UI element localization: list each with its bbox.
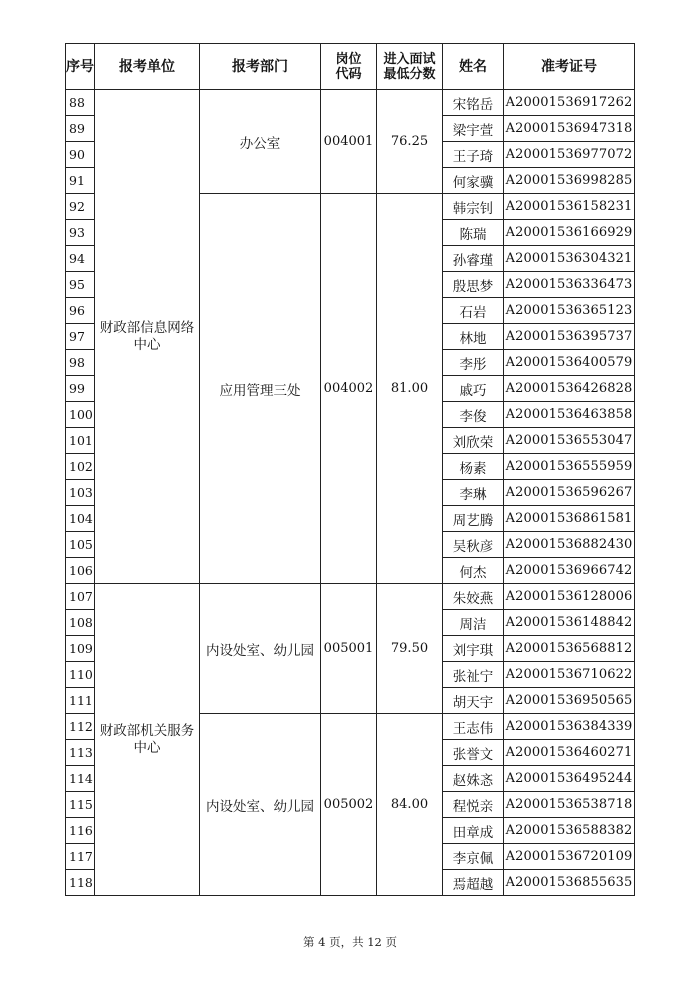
dept-cell: 办公室 [200,90,321,194]
candidate-name: 程悦亲 [443,792,504,818]
candidate-name: 张誉文 [443,740,504,766]
ticket-number: A20001536553047 [504,428,635,454]
header-name: 姓名 [443,44,504,90]
row-seq: 110 [66,662,95,688]
row-seq: 105 [66,532,95,558]
header-row [66,44,635,90]
candidate-name: 李京佩 [443,844,504,870]
ticket-number: A20001536304321 [504,246,635,272]
ticket-number: A20001536966742 [504,558,635,584]
header-code [321,44,377,90]
candidate-name: 周洁 [443,610,504,636]
header-seq: 序号 [66,44,95,90]
min-score-cell: 79.50 [377,584,443,714]
header-dept: 报考部门 [200,44,321,90]
candidate-name: 戚巧 [443,376,504,402]
header-score [377,44,443,90]
row-seq: 89 [66,116,95,142]
row-seq: 98 [66,350,95,376]
candidate-name: 何杰 [443,558,504,584]
ticket-number: A20001536384339 [504,714,635,740]
ticket-number: A20001536336473 [504,272,635,298]
ticket-number: A20001536395737 [504,324,635,350]
candidate-name: 宋铭岳 [443,90,504,116]
dept-cell: 应用管理三处 [200,194,321,584]
min-score-cell: 76.25 [377,90,443,194]
candidate-name: 杨素 [443,454,504,480]
candidate-name: 孙睿瑾 [443,246,504,272]
candidate-name: 梁宇萱 [443,116,504,142]
row-seq: 116 [66,818,95,844]
ticket-number: A20001536495244 [504,766,635,792]
min-score-cell: 84.00 [377,714,443,896]
row-seq: 88 [66,90,95,116]
row-seq: 117 [66,844,95,870]
row-seq: 108 [66,610,95,636]
candidate-name: 殷思梦 [443,272,504,298]
ticket-number: A20001536365123 [504,298,635,324]
row-seq: 111 [66,688,95,714]
candidate-name: 陈瑞 [443,220,504,246]
candidate-name: 李琳 [443,480,504,506]
row-seq: 93 [66,220,95,246]
ticket-number: A20001536977072 [504,142,635,168]
candidate-name: 刘宇琪 [443,636,504,662]
header-unit: 报考单位 [95,44,200,90]
table-row [66,584,635,610]
ticket-number: A20001536555959 [504,454,635,480]
row-seq: 94 [66,246,95,272]
candidate-name: 何家骥 [443,168,504,194]
candidate-name: 石岩 [443,298,504,324]
unit-cell: 财政部机关服务中心 [95,584,200,896]
ticket-number: A20001536538718 [504,792,635,818]
table-body [66,90,635,896]
ticket-number: A20001536568812 [504,636,635,662]
ticket-number: A20001536158231 [504,194,635,220]
row-seq: 92 [66,194,95,220]
position-code-cell: 004002 [321,194,377,584]
header-code-line1: 岗位 [335,51,362,67]
page-footer: 第 4 页，共 12 页 [302,935,398,949]
row-seq: 90 [66,142,95,168]
candidate-name: 胡天宇 [443,688,504,714]
row-seq: 106 [66,558,95,584]
dept-cell: 内设处室、幼儿园 [200,714,321,896]
row-seq: 96 [66,298,95,324]
ticket-number: A20001536596267 [504,480,635,506]
candidate-name: 田章成 [443,818,504,844]
row-seq: 115 [66,792,95,818]
ticket-number: A20001536710622 [504,662,635,688]
row-seq: 97 [66,324,95,350]
header-score-line1: 进入面试 [383,51,436,67]
row-seq: 102 [66,454,95,480]
row-seq: 107 [66,584,95,610]
candidate-name: 刘欣荣 [443,428,504,454]
row-seq: 113 [66,740,95,766]
unit-cell: 财政部信息网络中心 [95,90,200,584]
row-seq: 104 [66,506,95,532]
ticket-number: A20001536588382 [504,818,635,844]
row-seq: 109 [66,636,95,662]
ticket-number: A20001536400579 [504,350,635,376]
candidate-name: 吴秋彦 [443,532,504,558]
position-code-cell: 005001 [321,584,377,714]
row-seq: 100 [66,402,95,428]
ticket-number: A20001536128006 [504,584,635,610]
ticket-number: A20001536882430 [504,532,635,558]
row-seq: 114 [66,766,95,792]
ticket-number: A20001536166929 [504,220,635,246]
ticket-number: A20001536426828 [504,376,635,402]
ticket-number: A20001536950565 [504,688,635,714]
ticket-number: A20001536861581 [504,506,635,532]
row-seq: 95 [66,272,95,298]
header-score-line2: 最低分数 [383,66,436,82]
candidate-name: 王子琦 [443,142,504,168]
candidate-name: 赵姝忞 [443,766,504,792]
row-seq: 112 [66,714,95,740]
ticket-number: A20001536998285 [504,168,635,194]
ticket-number: A20001536917262 [504,90,635,116]
dept-cell: 内设处室、幼儿园 [200,584,321,714]
candidate-name: 周艺腾 [443,506,504,532]
row-seq: 118 [66,870,95,896]
position-code-cell: 004001 [321,90,377,194]
ticket-number: A20001536947318 [504,116,635,142]
candidate-name: 朱姣燕 [443,584,504,610]
candidate-name: 王志伟 [443,714,504,740]
candidate-name: 李俊 [443,402,504,428]
min-score-cell: 81.00 [377,194,443,584]
ticket-number: A20001536148842 [504,610,635,636]
ticket-number: A20001536463858 [504,402,635,428]
candidate-table [65,43,635,896]
candidate-name: 李彤 [443,350,504,376]
candidate-name: 张祉宁 [443,662,504,688]
candidate-name: 韩宗钊 [443,194,504,220]
candidate-name: 焉超越 [443,870,504,896]
row-seq: 91 [66,168,95,194]
header-ticket: 准考证号 [504,44,635,90]
row-seq: 103 [66,480,95,506]
header-code-line2: 代码 [335,66,362,82]
position-code-cell: 005002 [321,714,377,896]
ticket-number: A20001536855635 [504,870,635,896]
table-row [66,90,635,116]
ticket-number: A20001536460271 [504,740,635,766]
candidate-name: 林地 [443,324,504,350]
row-seq: 101 [66,428,95,454]
ticket-number: A20001536720109 [504,844,635,870]
row-seq: 99 [66,376,95,402]
